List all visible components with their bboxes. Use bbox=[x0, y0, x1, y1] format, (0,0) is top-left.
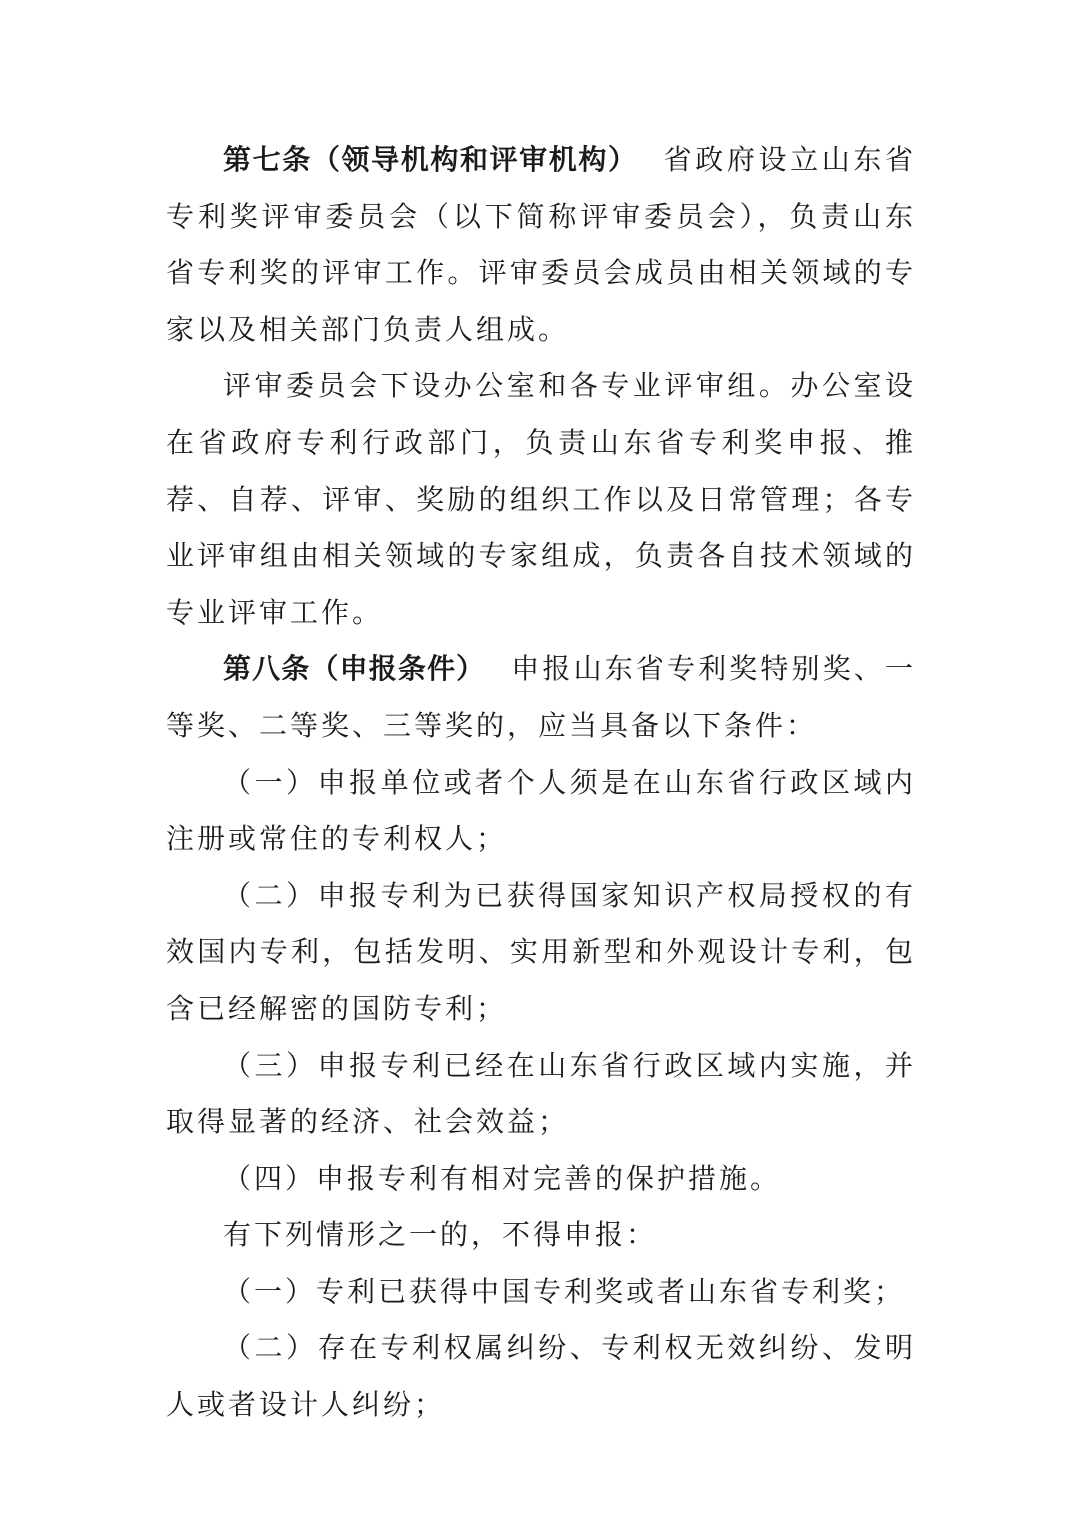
article-8-heading: 第八条（申报条件） bbox=[223, 652, 486, 686]
exclusion-item: （二）存在专利权属纠纷、专利权无效纠纷、发明人或者设计人纠纷； bbox=[166, 1331, 916, 1422]
exclusion-intro: 有下列情形之一的，不得申报： bbox=[223, 1218, 658, 1252]
article-7-body: 省政府设立山东省专利奖评审委员会（以下简称评审委员会），负责山东省专利奖的评审工作。评审委员会成员由相关领域的专家以及相关部门负责人组成。 bbox=[166, 143, 916, 346]
article-8-body: 申报山东省专利奖特别奖、一等奖、二等奖、三等奖的，应当具备以下条件： bbox=[166, 652, 916, 742]
article-8-paragraph bbox=[166, 641, 916, 754]
article-7-paragraph-2: 评审委员会下设办公室和各专业评审组。办公室设在省政府专利行政部门，负责山东省专利奖申报、推荐、自荐、评审、奖励的组织工作以及日常管理；各专业评审组由相关领域的专家组成，负责各自技术领域的专业评审工作。 bbox=[166, 369, 916, 629]
exclusion-item: （一）专利已获得中国专利奖或者山东省专利奖； bbox=[223, 1274, 906, 1308]
condition-item: （二）申报专利为已获得国家知识产权局授权的有效国内专利，包括发明、实用新型和外观设计专利，包含已经解密的国防专利； bbox=[166, 878, 916, 1025]
condition-item: （四）申报专利有相对完善的保护措施。 bbox=[223, 1161, 782, 1195]
article-7-paragraph bbox=[166, 132, 916, 358]
condition-item: （三）申报专利已经在山东省行政区域内实施，并取得显著的经济、社会效益； bbox=[166, 1048, 916, 1139]
document-page bbox=[166, 132, 916, 1434]
article-7-heading: 第七条（领导机构和评审机构） bbox=[223, 143, 638, 176]
condition-item: （一）申报单位或者个人须是在山东省行政区域内注册或常住的专利权人； bbox=[166, 765, 916, 856]
